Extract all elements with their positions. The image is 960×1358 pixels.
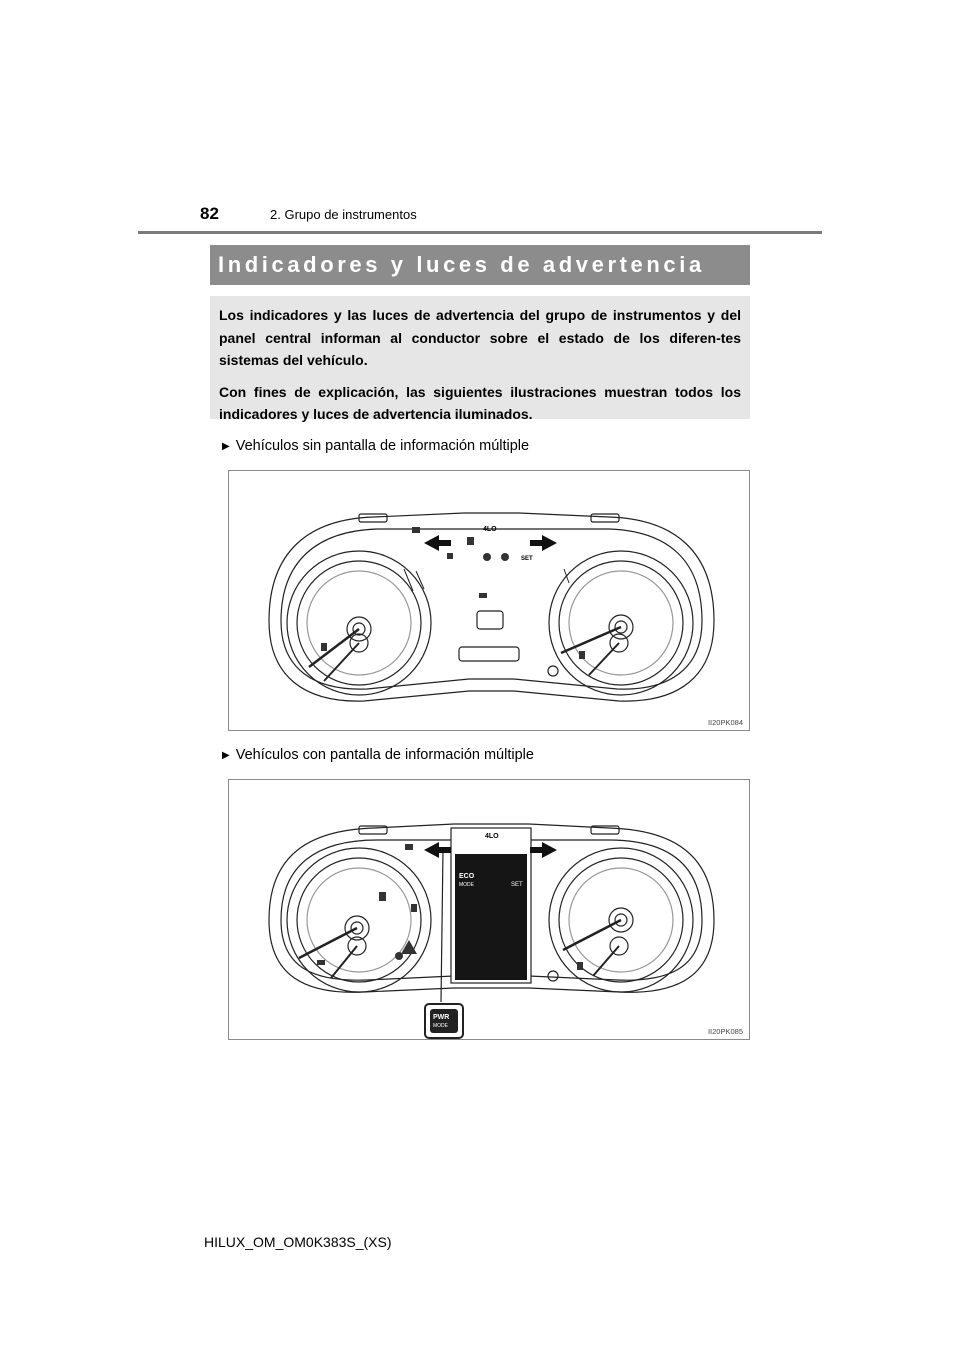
intro-box <box>210 296 750 422</box>
set-label: SET <box>511 882 523 888</box>
chapter-title: 2. Grupo de instrumentos <box>270 207 417 222</box>
set-label: SET <box>521 556 533 562</box>
section-title: Indicadores y luces de advertencia <box>210 245 750 285</box>
eco-mode-label: MODE <box>459 882 474 888</box>
figure-code: II20PK084 <box>707 718 743 727</box>
pwr-mode-label: MODE <box>433 1023 448 1029</box>
figure-cluster-basic <box>228 470 750 731</box>
intro-paragraph: Con fines de explicación, las siguientes ilustraciones muestran todos los indicadores y luces de advertencia iluminados. <box>219 383 741 422</box>
eco-label: ECO <box>459 873 475 880</box>
pwr-label: PWR <box>433 1014 450 1021</box>
instrument-cluster-illustration <box>229 780 751 1041</box>
page-number: 82 <box>200 204 219 223</box>
figure-code: II20PK085 <box>707 1027 743 1036</box>
instrument-cluster-illustration <box>229 471 751 732</box>
intro-paragraph: Los indicadores y las luces de advertencia del grupo de instrumentos y del panel central informan al conductor sobre el estado de los diferen-tes sistemas del vehículo. <box>219 307 741 368</box>
figure-caption: ▶ Vehículos sin pantalla de información múltiple <box>222 438 530 454</box>
figure-cluster-mid <box>228 779 750 1040</box>
four-lo-label: 4LO <box>483 526 497 533</box>
bullet-arrow-icon: ▶ <box>222 750 230 761</box>
document-code: HILUX_OM_OM0K383S_(XS) <box>204 1234 392 1250</box>
four-lo-label: 4LO <box>485 833 499 840</box>
bullet-arrow-icon: ▶ <box>222 441 230 452</box>
header-rule <box>138 231 822 234</box>
figure-caption: ▶ Vehículos con pantalla de información múltiple <box>222 747 534 763</box>
